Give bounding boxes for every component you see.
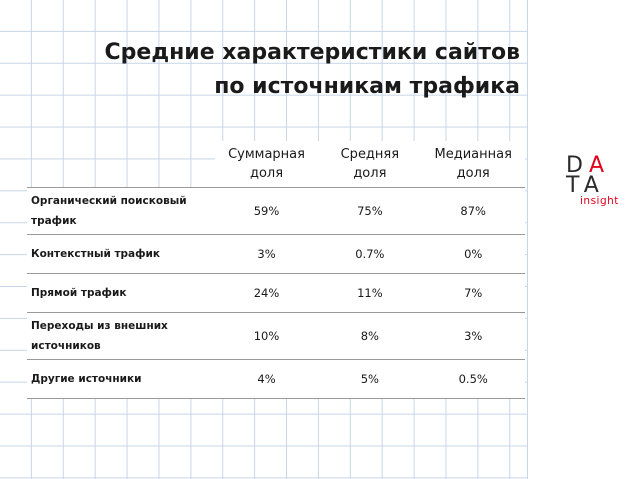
row-label-line: Прямой трафик: [31, 287, 127, 299]
table-row: [27, 313, 525, 360]
cell-total-share: 10%: [215, 313, 319, 360]
row-label: [27, 235, 215, 274]
cell-average-share: 5%: [318, 360, 421, 399]
slide-title: [40, 36, 520, 104]
cell-median-share: 3%: [421, 313, 525, 360]
row-label-line: Переходы из внешних: [31, 320, 168, 332]
table-row: [27, 360, 525, 399]
header-label-line: Суммарная: [228, 147, 305, 162]
header-average-share: [318, 141, 421, 188]
cell-average-share: 75%: [318, 188, 421, 235]
right-margin-edge: [527, 0, 528, 479]
cell-total-share: 3%: [215, 235, 319, 274]
header-label-line: доля: [353, 166, 387, 181]
cell-median-share: 87%: [421, 188, 525, 235]
table-row: [27, 235, 525, 274]
right-margin-panel: [528, 0, 638, 479]
row-label-line: Другие источники: [31, 373, 142, 385]
data-insight-logo: [566, 155, 634, 211]
header-median-share: [421, 141, 525, 188]
logo-letter: T: [566, 173, 584, 198]
header-label-line: доля: [249, 166, 284, 181]
row-label: [27, 274, 215, 313]
row-label: [27, 313, 215, 360]
row-label-line: Контекстный трафик: [31, 248, 161, 260]
slide-title-line-1: Средние характеристики сайтов: [104, 40, 520, 65]
row-label-line: источников: [31, 340, 101, 352]
traffic-sources-table: [27, 141, 525, 399]
logo-letter: D: [566, 153, 589, 178]
table-header-row: [27, 141, 525, 188]
header-total-share: [215, 141, 319, 188]
header-label-line: Медианная: [434, 147, 512, 162]
row-label-line: Органический поисковый: [31, 195, 187, 207]
row-label: [27, 360, 215, 399]
cell-average-share: 0.7%: [318, 235, 421, 274]
row-label-line: трафик: [31, 215, 77, 227]
cell-total-share: 24%: [215, 274, 319, 313]
table-row: [27, 274, 525, 313]
cell-median-share: 7%: [421, 274, 525, 313]
cell-total-share: 59%: [215, 188, 319, 235]
table-corner-cell: [27, 141, 215, 188]
header-label-line: доля: [456, 166, 490, 181]
header-label-line: Средняя: [340, 147, 400, 162]
logo-row-bottom: [566, 175, 605, 197]
table-row: [27, 188, 525, 235]
logo-letter-accent: A: [588, 153, 611, 178]
logo-tagline: insight: [580, 195, 619, 207]
row-label: [27, 188, 215, 235]
cell-total-share: 4%: [215, 360, 319, 399]
cell-average-share: 11%: [318, 274, 421, 313]
cell-median-share: 0%: [421, 235, 525, 274]
logo-letter: A: [583, 173, 605, 198]
slide-title-line-2: по источникам трафика: [214, 74, 520, 99]
cell-average-share: 8%: [318, 313, 421, 360]
cell-median-share: 0.5%: [421, 360, 525, 399]
